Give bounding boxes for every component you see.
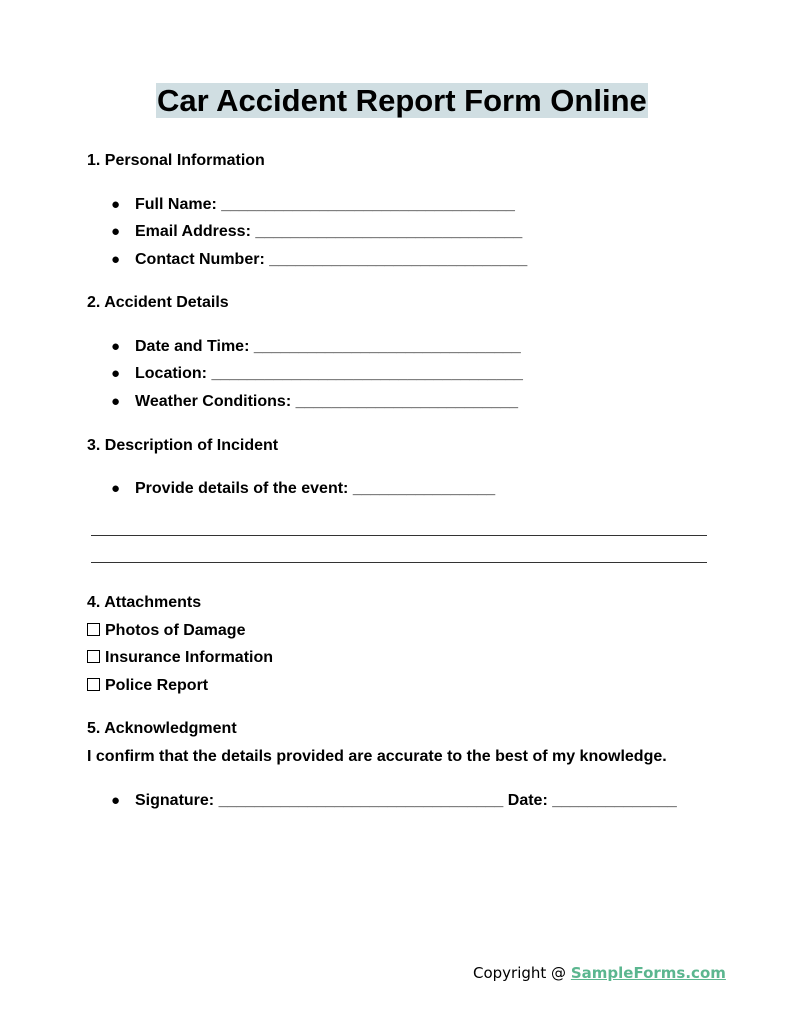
signature-date-field[interactable]: Signature: ________________________________ Date: ______________: [135, 792, 677, 809]
bullet-icon: ●: [111, 223, 121, 240]
page-title: Car Accident Report Form Online: [157, 83, 647, 118]
weather-conditions-field[interactable]: Weather Conditions: _________________________: [135, 393, 519, 410]
bullet-icon: ●: [111, 251, 121, 268]
section-heading-attachments: 4. Attachments: [87, 594, 202, 611]
attachment-label: Photos of Damage: [105, 622, 246, 639]
section-heading-acknowledgment: 5. Acknowledgment: [87, 720, 237, 737]
description-fill-line[interactable]: [91, 562, 707, 563]
email-field[interactable]: Email Address: ______________________________: [135, 223, 523, 240]
attachment-label: Insurance Information: [105, 649, 274, 666]
sampleforms-link[interactable]: SampleForms.com: [570, 964, 726, 982]
date-time-field[interactable]: Date and Time: ______________________________: [135, 338, 521, 355]
bullet-icon: ●: [111, 338, 121, 355]
bullet-icon: ●: [111, 393, 121, 410]
attachment-police[interactable]: [87, 677, 208, 695]
description-fill-line[interactable]: [91, 535, 707, 536]
bullet-icon: ●: [111, 365, 121, 382]
bullet-icon: ●: [111, 480, 121, 497]
attachment-label: Police Report: [105, 677, 209, 694]
section-heading-personal: 1. Personal Information: [87, 152, 265, 169]
checkbox-insurance[interactable]: [87, 650, 100, 663]
event-details-field[interactable]: Provide details of the event: ________________: [135, 480, 496, 497]
checkbox-police[interactable]: [87, 678, 100, 691]
copyright-text: Copyright @: [473, 964, 571, 982]
section-heading-description: 3. Description of Incident: [87, 437, 279, 454]
copyright-footer: [473, 964, 726, 982]
bullet-icon: ●: [111, 196, 121, 213]
bullet-icon: ●: [111, 792, 121, 809]
section-heading-accident: 2. Accident Details: [87, 294, 229, 311]
attachment-photos[interactable]: [87, 622, 245, 640]
contact-number-field[interactable]: Contact Number: _____________________________: [135, 251, 528, 268]
acknowledgment-statement: I confirm that the details provided are accurate to the best of my knowledge.: [87, 748, 667, 765]
attachment-insurance[interactable]: [87, 649, 273, 667]
full-name-field[interactable]: Full Name: _________________________________: [135, 196, 515, 213]
location-field[interactable]: Location: ___________________________________: [135, 365, 523, 382]
checkbox-photos[interactable]: [87, 623, 100, 636]
